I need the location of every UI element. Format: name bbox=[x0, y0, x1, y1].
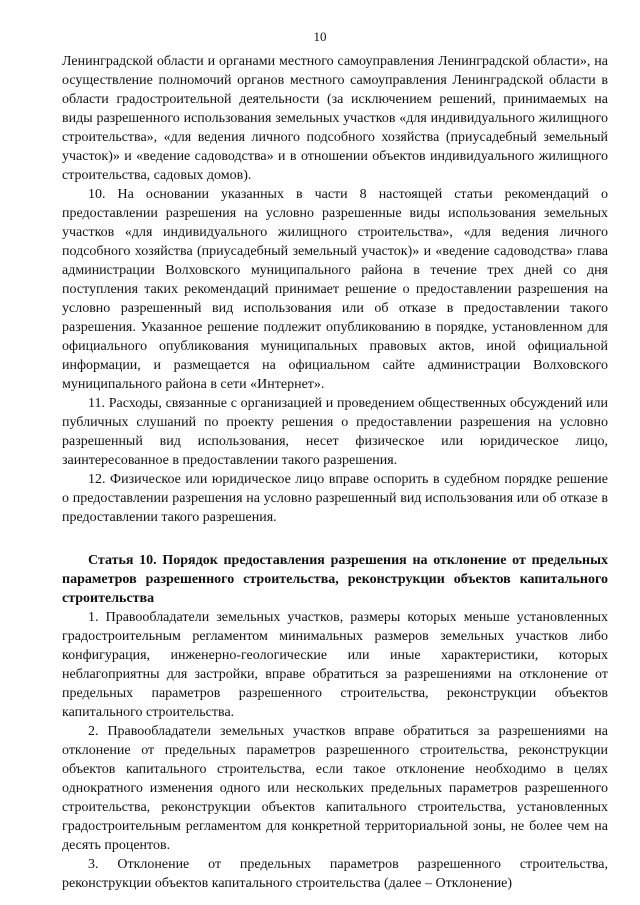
article-paragraph-2: 2. Правообладатели земельных участков вправе обратиться за разрешениями на отклонение от предельных параметров разрешенного строительства, реконструкции объектов капитального строительства, если такое отклонение необходимо в целях однократного изменения одного или нескольких предельных параметров разрешенного строительства, реконструкции объектов капитального строительства, установленных градостроительным регламентом для конкретной территориальной зоны, не более чем на десять процентов. bbox=[62, 724, 608, 853]
article-paragraph-1: 1. Правообладатели земельных участков, размеры которых меньше установленных градостроительным регламентом минимальных размеров земельных участков либо конфигурация, инженерно-геологические или иные характеристики, которых неблагоприятны для застройки, вправе обратиться за разрешениями на отклонение от предельных параметров разрешенного строительства, реконструкции объектов капитального строительства. bbox=[62, 610, 608, 720]
paragraph-11: 11. Расходы, связанные с организацией и проведением общественных обсуждений или публичных слушаний по проекту решения о предоставлении разрешения на условно разрешенный вид использования, несет физическое или юридическое лицо, заинтересованное в предоставлении такого разрешения. bbox=[62, 396, 608, 468]
paragraph-continuation: Ленинградской области и органами местного самоуправления Ленинградской области», на осуществление полномочий органов местного самоуправления Ленинградской области в области градостроительной деятельности (за исключением решений, принимаемых на виды разрешенного использования земельных участков «для индивидуального жилищного строительства», «для ведения личного подсобного хозяйства (приусадебный земельный участок)» и «ведение садоводства» и в отношении объектов индивидуального жилищного строительства, садовых домов). bbox=[62, 54, 608, 183]
document-body bbox=[62, 52, 608, 893]
page-number: 10 bbox=[313, 29, 327, 44]
article-paragraph-3: 3. Отклонение от предельных параметров разрешенного строительства, реконструкции объектов капитального строительства (далее – Отклонение) bbox=[62, 857, 608, 891]
paragraph-12: 12. Физическое или юридическое лицо вправе оспорить в судебном порядке решение о предоставлении разрешения на условно разрешенный вид использования или об отказе в предоставлении такого разрешения. bbox=[62, 472, 608, 525]
article-10-heading: Статья 10. Порядок предоставления разрешения на отклонение от предельных параметров разрешенного строительства, реконструкции объектов капитального строительства bbox=[62, 553, 608, 606]
paragraph-10: 10. На основании указанных в части 8 настоящей статьи рекомендаций о предоставлении разрешения на условно разрешенные виды использования земельных участков «для индивидуального жилищного строительства», «для ведения личного подсобного хозяйства (приусадебный земельный участок)» и «ведение садоводства» глава администрации Волховского муниципального района в течение трех дней со дня поступления таких рекомендаций принимает решение о предоставлении разрешения на условно разрешенный вид использования или об отказе в предоставлении такого разрешения. Указанное решение подлежит опубликованию в порядке, установленном для официального опубликования муниципальных правовых актов, иной официальной информации, и размещается на официальном сайте администрации Волховского муниципального района в сети «Интернет». bbox=[62, 187, 608, 392]
